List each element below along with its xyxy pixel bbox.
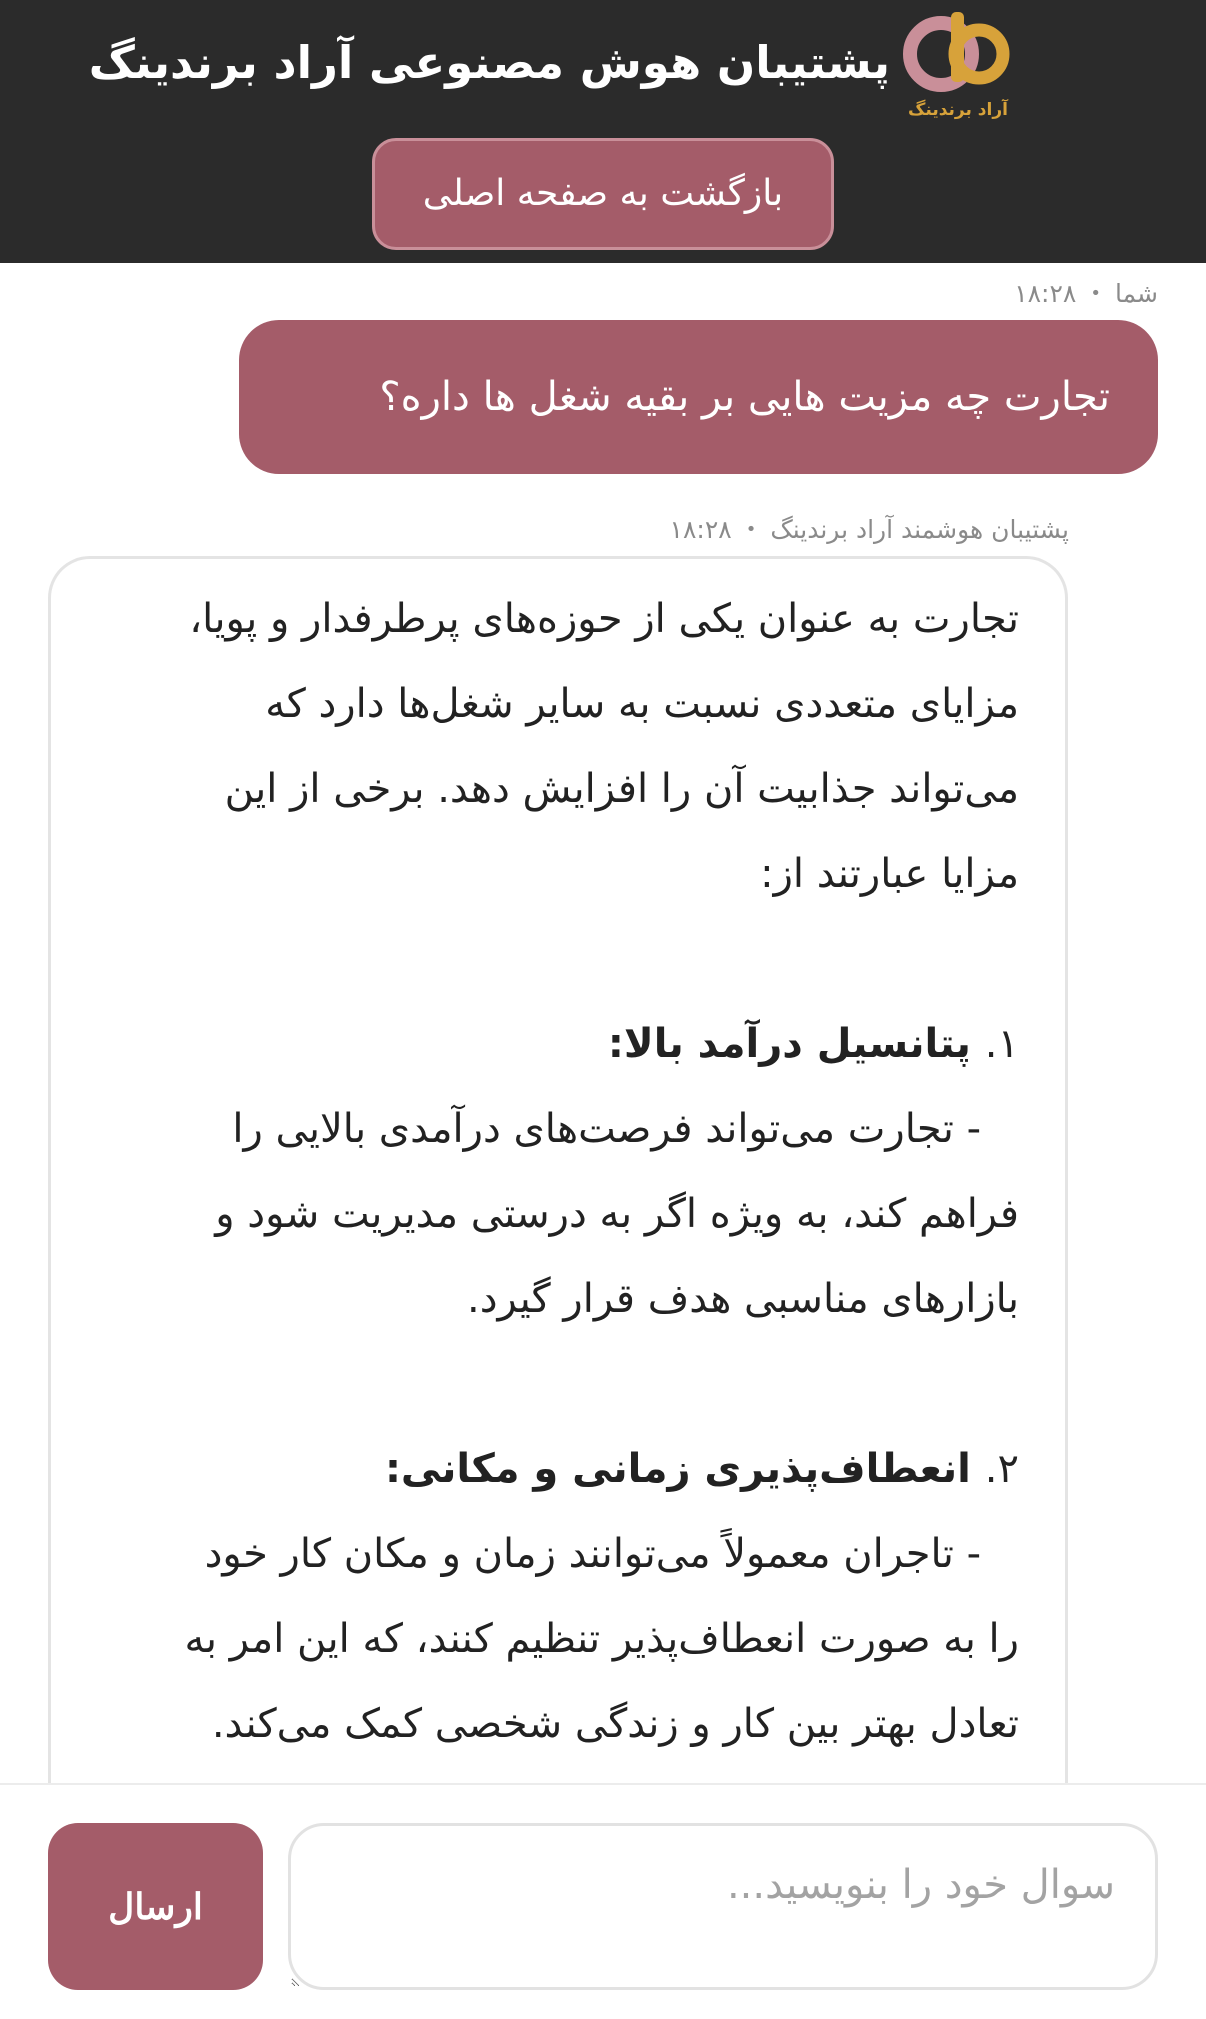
page-title: پشتیبان هوش مصنوعی آراد برندینگ <box>88 36 890 89</box>
intro-line: می‌تواند جذابیت آن را افزایش دهد. برخی از این <box>224 766 1019 812</box>
user-message-meta <box>1014 277 1158 311</box>
point-title: پتانسیل درآمد بالا: <box>607 1021 971 1067</box>
point-number: ۱. <box>984 1021 1019 1067</box>
point-line: را به صورت انعطاف‌پذیر تنظیم کنند، که این امر به <box>184 1616 1019 1662</box>
intro-line: مزایای متعددی نسبت به سایر شغل‌ها دارد که <box>265 681 1019 727</box>
send-button[interactable]: ارسال <box>48 1823 263 1990</box>
message-time: ۱۸:۲۸ <box>1014 279 1077 308</box>
brand-logo <box>893 6 1023 126</box>
logo-wordmark: آراد برندینگ <box>908 100 1008 120</box>
message-composer <box>0 1783 1206 2019</box>
point-line: تعادل بهتر بین کار و زندگی شخصی کمک می‌کند. <box>211 1701 1019 1747</box>
message-time: ۱۸:۲۸ <box>669 515 732 544</box>
point-line: فراهم کند، به ویژه اگر به درستی مدیریت شود و <box>215 1191 1019 1237</box>
intro-line: تجارت به عنوان یکی از حوزه‌های پرطرفدار و پویا، <box>189 596 1019 642</box>
point-title: انعطاف‌پذیری زمانی و مکانی: <box>384 1446 971 1492</box>
point-line: بازارهای مناسبی هدف قرار گیرد. <box>466 1276 1019 1322</box>
point-heading <box>99 1002 1019 1087</box>
point-heading <box>99 1427 1019 1512</box>
app-header <box>0 0 1206 263</box>
separator-dot-icon: • <box>745 519 757 540</box>
question-input[interactable] <box>288 1823 1158 1990</box>
point-line: - تجارت می‌تواند فرصت‌های درآمدی بالایی را <box>232 1106 981 1152</box>
back-to-home-button[interactable]: بازگشت به صفحه اصلی <box>372 138 834 250</box>
point-number: ۲. <box>984 1446 1019 1492</box>
point-line: - تاجران معمولاً می‌توانند زمان و مکان کار خود <box>204 1531 981 1577</box>
intro-line: مزایا عبارتند از: <box>760 851 1019 897</box>
paragraph-gap <box>99 917 1019 1002</box>
user-message-bubble: تجارت چه مزیت هایی بر بقیه شغل ها داره؟ <box>239 320 1158 474</box>
sender-name: پشتیبان هوشمند آراد برندینگ <box>770 515 1069 544</box>
sender-name: شما <box>1114 279 1158 308</box>
separator-dot-icon: • <box>1090 283 1101 304</box>
bot-message-text <box>99 577 1019 1767</box>
arad-branding-logo-icon <box>893 6 1023 98</box>
paragraph-gap <box>99 1342 1019 1427</box>
bot-message-meta <box>670 513 1069 547</box>
bot-message-bubble <box>48 556 1068 1956</box>
